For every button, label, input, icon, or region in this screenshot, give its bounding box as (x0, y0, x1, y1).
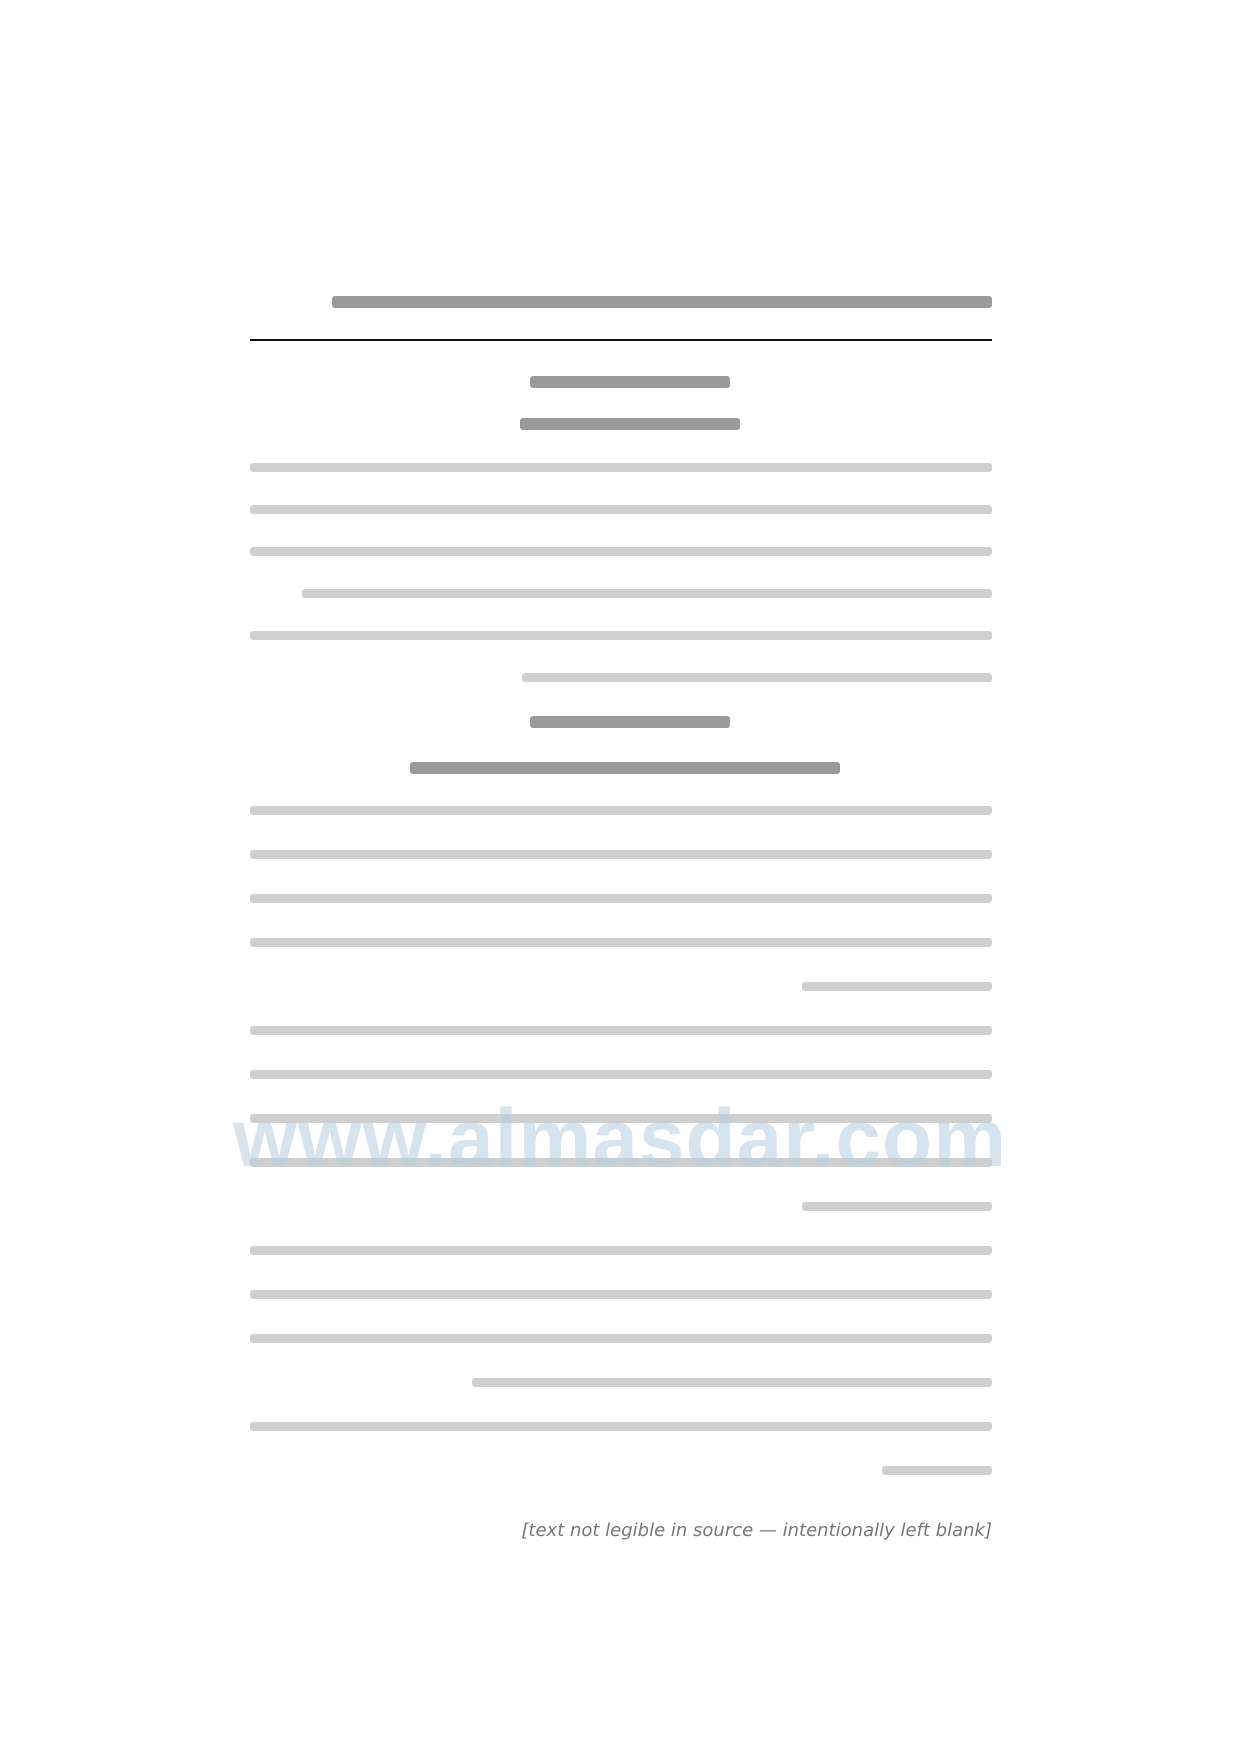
article-12-body-line (250, 505, 992, 514)
article-12-heading (530, 376, 730, 388)
article-13-body-line (250, 894, 992, 903)
article-13-body-line (250, 938, 992, 947)
article-12-body-line (250, 463, 992, 472)
page-header (332, 296, 992, 308)
condition-2-line (250, 1290, 992, 1299)
unreadable-text-note: [text not legible in source — intentionally left blank] (521, 1520, 992, 1541)
article-13-heading (530, 716, 730, 728)
condition-1-line (250, 1026, 992, 1035)
article-13-body-line (250, 850, 992, 859)
header-divider (250, 339, 992, 341)
article-13-body-line (802, 982, 992, 991)
condition-3-line (882, 1466, 992, 1475)
article-12-body-line (302, 589, 992, 598)
article-12-subheading (520, 418, 740, 430)
site-watermark: www.almasdar.com (232, 1093, 1008, 1184)
condition-2-line (472, 1378, 992, 1387)
article-13-body-line (250, 806, 992, 815)
article-12-body-line (250, 547, 992, 556)
condition-2-line (250, 1246, 992, 1255)
condition-3-line (250, 1422, 992, 1431)
article-12-body-line (522, 673, 992, 682)
article-12-body-line (250, 631, 992, 640)
condition-2-line (250, 1334, 992, 1343)
condition-1-line (250, 1070, 992, 1079)
condition-1-line (802, 1202, 992, 1211)
article-13-subheading (410, 762, 840, 774)
